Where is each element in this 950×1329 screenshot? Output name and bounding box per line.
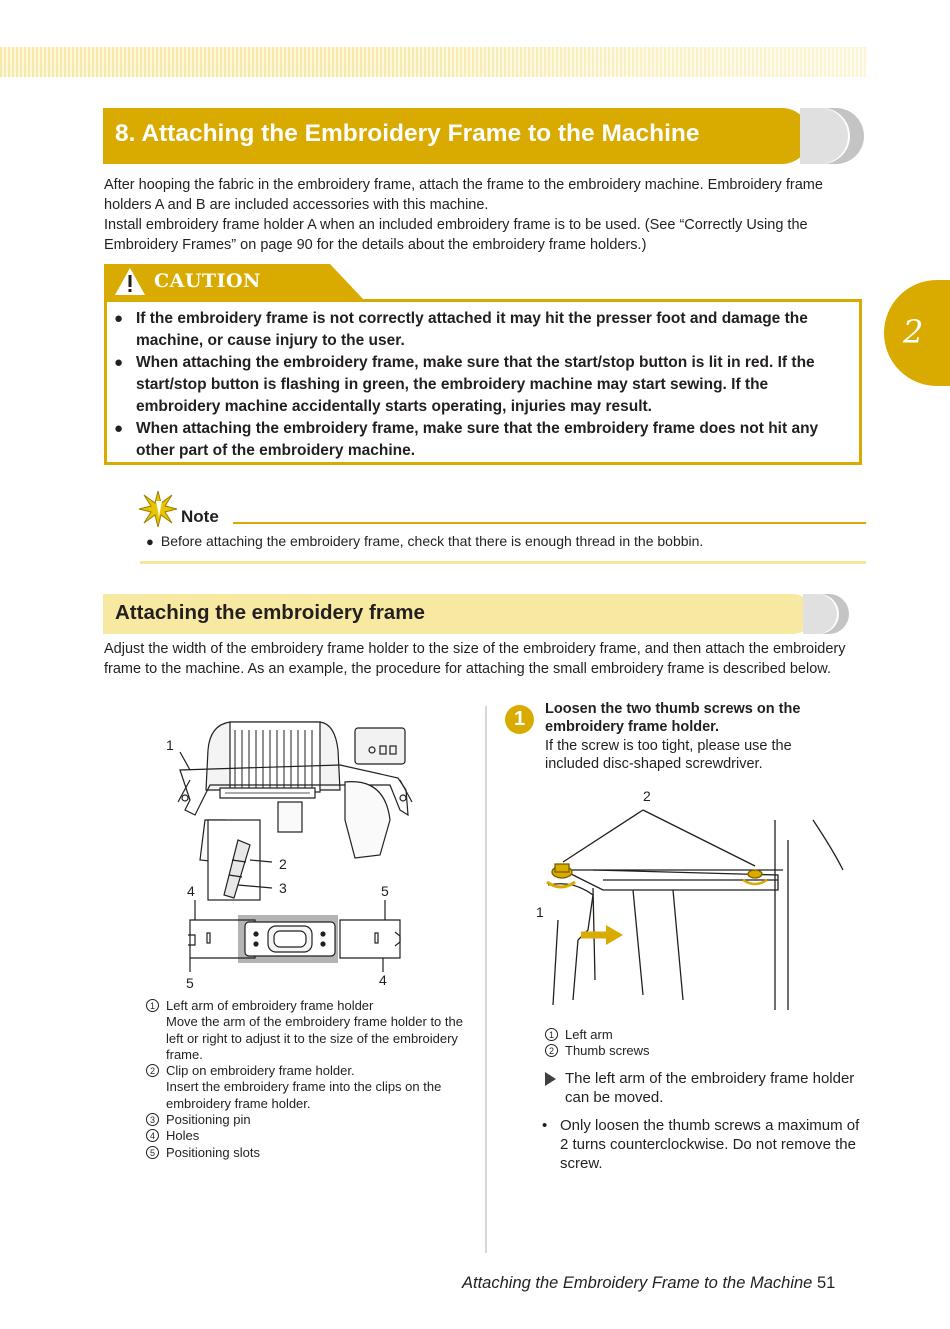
step-bullet bbox=[540, 1116, 865, 1173]
footer-title: Attaching the Embroidery Frame to the Machine bbox=[462, 1274, 813, 1292]
legend-number: 1 bbox=[146, 999, 159, 1012]
figure-callout: 4 bbox=[187, 883, 195, 899]
legend-text: Positioning pin bbox=[166, 1112, 251, 1128]
bullet-text: Only loosen the thumb screws a maximum of 2 turns counterclockwise. Do not remove the screw. bbox=[560, 1117, 860, 1172]
bullet-dot-icon: • bbox=[542, 1117, 548, 1134]
legend-text: Positioning slots bbox=[166, 1144, 260, 1160]
page-number: 51 bbox=[816, 1274, 836, 1292]
step-result bbox=[545, 1069, 855, 1107]
step-title: Loosen the two thumb screws on the embroidery frame holder. bbox=[545, 701, 801, 735]
top-decorative-strip bbox=[0, 47, 866, 77]
legend-text: Clip on embroidery frame holder. bbox=[166, 1063, 355, 1079]
section-title: 8. Attaching the Embroidery Frame to the Machine bbox=[115, 120, 700, 147]
legend-row bbox=[545, 1043, 845, 1059]
page-footer bbox=[462, 1274, 835, 1293]
caution-item: ● When attaching the embroidery frame, make sure that the start/stop button is lit in red. If the start/stop button is flashing in green, the embroidery machine may start sewing. If the embroidery machine accidentally starts operating, injuries may result. bbox=[114, 352, 854, 418]
note-sparkle-icon bbox=[138, 489, 178, 529]
thumb-screws-illustration bbox=[533, 800, 868, 1015]
legend-number: 2 bbox=[545, 1044, 558, 1057]
intro-text bbox=[104, 175, 864, 255]
figure-callout: 4 bbox=[379, 972, 387, 988]
subsection-title: Attaching the embroidery frame bbox=[115, 601, 425, 624]
figure-callout: 5 bbox=[186, 975, 194, 991]
figure-callout: 1 bbox=[166, 737, 174, 753]
intro-paragraph: After hooping the fabric in the embroidery frame, attach the frame to the embroidery machine. Embroidery frame holders A and B are included accessories with this machine. bbox=[104, 177, 823, 213]
legend-row bbox=[146, 1063, 471, 1112]
figure1-legend bbox=[146, 998, 471, 1161]
figure2-legend bbox=[545, 1027, 845, 1060]
legend-text: Left arm bbox=[565, 1027, 613, 1042]
caution-label: CAUTION bbox=[154, 270, 261, 292]
legend-text: Holes bbox=[166, 1128, 200, 1144]
figure-callout: 2 bbox=[643, 788, 651, 804]
result-text: The left arm of the embroidery frame holder can be moved. bbox=[565, 1070, 855, 1106]
step-body: If the screw is too tight, please use the included disc-shaped screwdriver. bbox=[545, 738, 792, 772]
note-item: ● Before attaching the embroidery frame, check that there is enough thread in the bobbin. bbox=[146, 533, 704, 549]
caution-list bbox=[114, 308, 854, 462]
legend-number: 2 bbox=[146, 1064, 159, 1077]
legend-number: 3 bbox=[146, 1113, 159, 1126]
legend-number: 4 bbox=[146, 1129, 159, 1142]
note-bottom-rule bbox=[140, 561, 866, 564]
legend-number: 5 bbox=[146, 1146, 159, 1159]
chapter-number: 2 bbox=[903, 313, 924, 351]
legend-text: Left arm of embroidery frame holder bbox=[166, 998, 374, 1013]
legend-row bbox=[146, 1128, 471, 1144]
note-label: Note bbox=[181, 507, 219, 526]
legend-text: Thumb screws bbox=[565, 1043, 650, 1059]
step-number-badge: 1 bbox=[505, 705, 534, 734]
legend-row bbox=[146, 1112, 471, 1128]
legend-row bbox=[146, 998, 471, 1063]
subsection-intro: Adjust the width of the embroidery frame holder to the size of the embroidery frame, and then attach the embroidery frame to the machine. As an example, the procedure for attaching the small embroidery frame is described below. bbox=[104, 641, 846, 677]
figure-callout: 2 bbox=[279, 856, 287, 872]
note-rule bbox=[233, 522, 866, 524]
note-text: Before attaching the embroidery frame, check that there is enough thread in the bobbin. bbox=[160, 533, 704, 549]
frame-holder-illustration bbox=[150, 710, 470, 995]
legend-number: 1 bbox=[545, 1028, 558, 1041]
legend-row bbox=[146, 1145, 471, 1161]
figure-callout: 5 bbox=[381, 883, 389, 899]
subsection-title-grey-tabs bbox=[803, 594, 869, 636]
figure-callout: 3 bbox=[279, 880, 287, 896]
result-arrow-icon bbox=[545, 1072, 556, 1086]
figure-callout: 1 bbox=[536, 904, 544, 920]
legend-row bbox=[545, 1027, 845, 1043]
section-title-grey-tabs bbox=[800, 108, 870, 166]
caution-item: ● When attaching the embroidery frame, make sure that the embroidery frame does not hit any other part of the embroidery machine. bbox=[114, 418, 854, 462]
intro-paragraph: Install embroidery frame holder A when an included embroidery frame is to be used. (See “Correctly Using the Embroidery Frames” on page 90 for the details about the embroidery frame holders.) bbox=[104, 217, 808, 253]
column-divider bbox=[485, 706, 487, 1253]
caution-item: ● If the embroidery frame is not correctly attached it may hit the presser foot and damage the machine, or cause injury to the user. bbox=[114, 308, 854, 352]
legend-text: Insert the embroidery frame into the clips on the embroidery frame holder. bbox=[166, 1079, 442, 1111]
legend-text: Move the arm of the embroidery frame holder to the left or right to adjust it to the size of the embroidery frame. bbox=[166, 1014, 463, 1062]
